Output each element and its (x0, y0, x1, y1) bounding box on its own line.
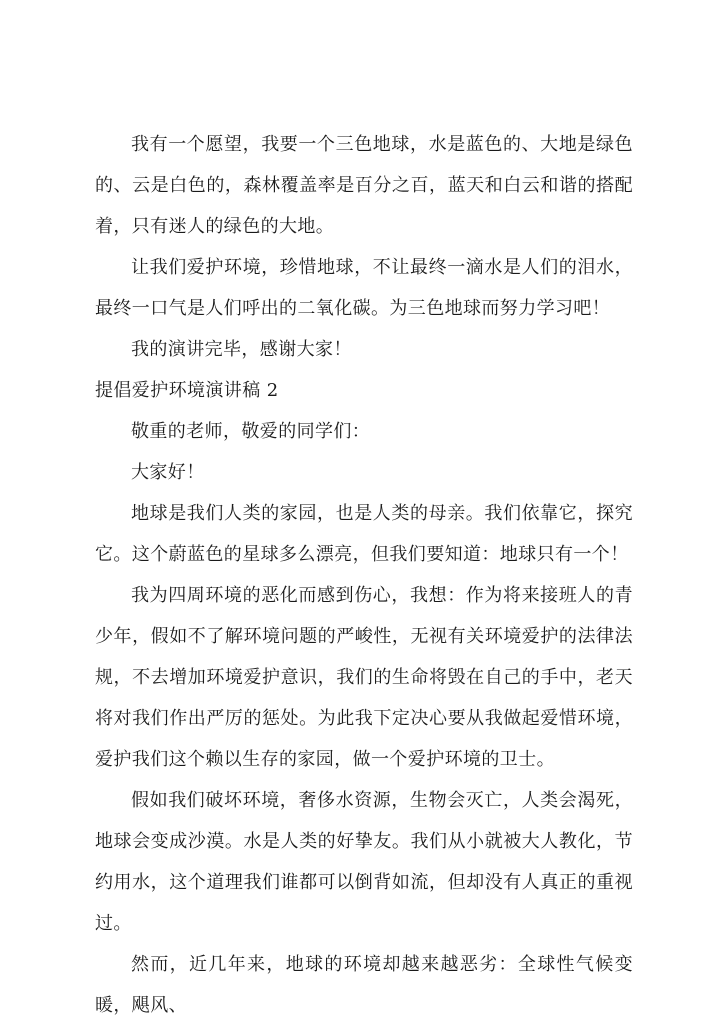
paragraph-speech-closing: 我的演讲完毕，感谢大家！ (131, 339, 352, 360)
section-heading-speech-2: 提倡爱护环境演讲稿 2 (95, 380, 279, 401)
paragraph-three-color-earth-wish: 我有一个愿望，我要一个三色地球，水是蓝色的、大地是绿色的、云是白色的，森林覆盖率是百分之百，蓝天和白云和谐的搭配着，只有迷人的绿色的大地。 (95, 134, 633, 237)
paragraph-earth-home: 地球是我们人类的家园，也是人类的母亲。我们依靠它，探究它。这个蔚蓝色的星球多么漂亮，但我们要知道：地球只有一个！ (95, 503, 633, 565)
paragraph-environment-concern: 我为四周环境的恶化而感到伤心，我想：作为将来接班人的青少年，假如不了解环境问题的严峻性，无视有关环境爱护的法律法规，不去增加环境爱护意识，我们的生命将毁在自己的手中，老天将对我们作出严厉的惩处。为此我下定决心要从我做起爱惜环境，爱护我们这个赖以生存的家园，做一个爱护环境的卫士。 (95, 585, 633, 770)
paragraph-salutation: 敬重的老师，敬爱的同学们： (131, 421, 371, 442)
paragraph-climate-deterioration: 然而，近几年来，地球的环境却越来越恶劣：全球性气候变暖，飓风、 (95, 954, 633, 1016)
paragraph-water-resources: 假如我们破坏环境，奢侈水资源，生物会灭亡，人类会渴死，地球会变成沙漠。水是人类的好挚友。我们从小就被大人教化，节约用水，这个道理我们谁都可以倒背如流，但却没有人真正的重视过。 (95, 790, 633, 934)
document-body (95, 124, 633, 1026)
paragraph-protect-environment-call: 让我们爱护环境，珍惜地球，不让最终一滴水是人们的泪水，最终一口气是人们呼出的二氧化碳。为三色地球而努力学习吧！ (95, 257, 633, 319)
paragraph-greeting: 大家好！ (131, 462, 205, 483)
